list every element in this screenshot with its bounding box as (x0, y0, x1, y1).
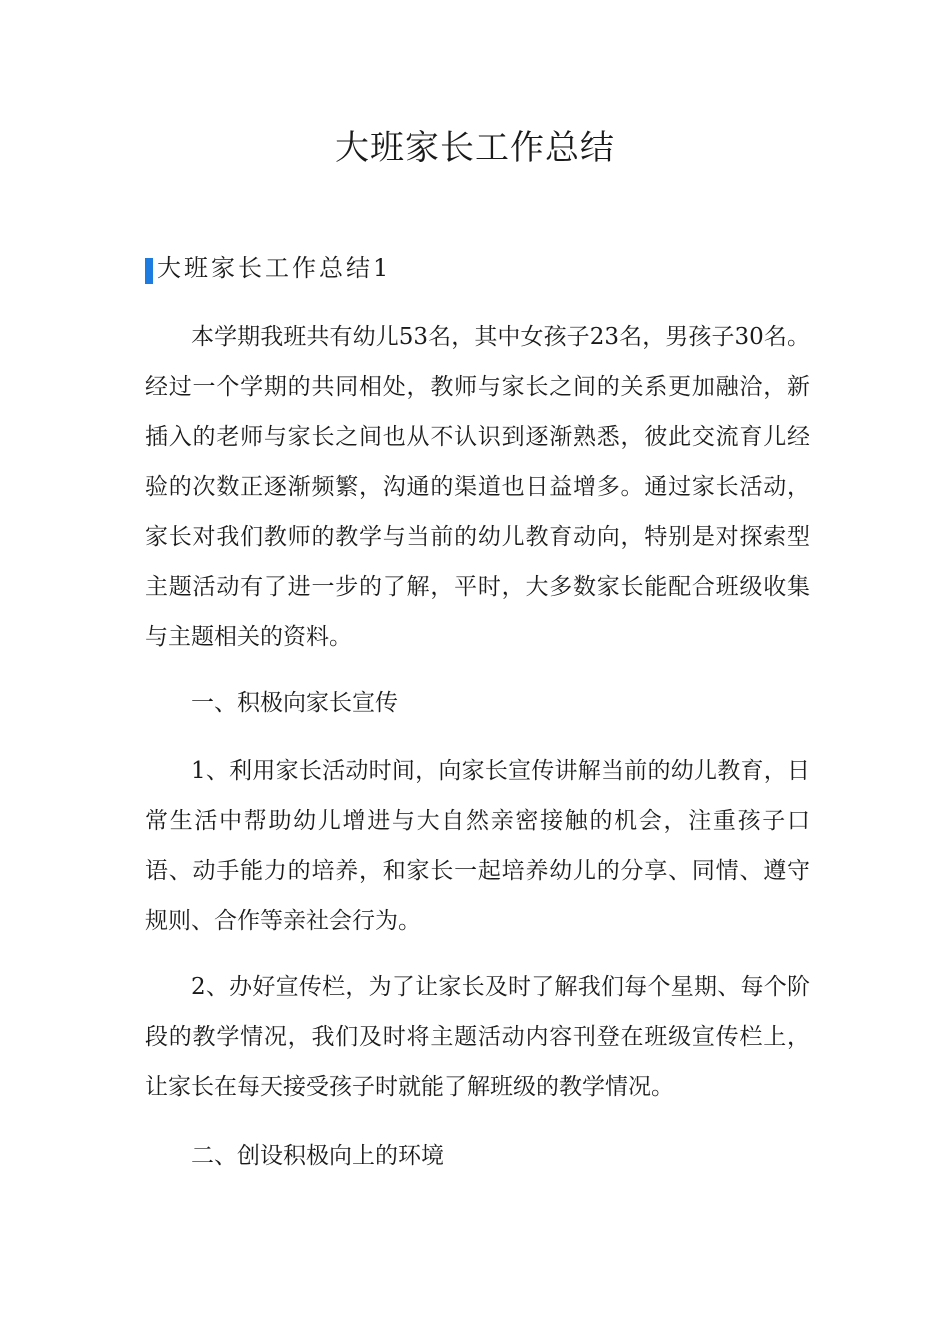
subheading-two: 二、创设积极向上的环境 (191, 1143, 444, 1169)
section-heading (145, 252, 391, 284)
section-heading-text: 大班家长工作总结1 (157, 254, 392, 282)
intro-paragraph: 本学期我班共有幼儿53名，其中女孩子23名，男孩子30名。经过一个学期的共同相处，教师与家长之间的关系更加融洽，新插入的老师与家长之间也从不认识到逐渐熟悉，彼此交流育儿经验的次数正逐渐频繁，沟通的渠道也日益增多。通过家长活动，家长对我们教师的教学与当前的幼儿教育动向，特别是对探索型主题活动有了进一步的了解，平时，大多数家长能配合班级收集与主题相关的资料。 (145, 324, 810, 650)
item-two-paragraph: 2、办好宣传栏，为了让家长及时了解我们每个星期、每个阶段的教学情况，我们及时将主题活动内容刊登在班级宣传栏上，让家长在每天接受孩子时就能了解班级的教学情况。 (145, 974, 810, 1100)
item-one-paragraph: 1、利用家长活动时间，向家长宣传讲解当前的幼儿教育，日常生活中帮助幼儿增进与大自然亲密接触的机会，注重孩子口语、动手能力的培养，和家长一起培养幼儿的分享、同情、遵守规则、合作等亲社会行为。 (145, 758, 810, 934)
subheading-one: 一、积极向家长宣传 (191, 690, 398, 716)
document-title: 大班家长工作总结 (335, 128, 615, 168)
section-marker-bar (145, 258, 153, 284)
